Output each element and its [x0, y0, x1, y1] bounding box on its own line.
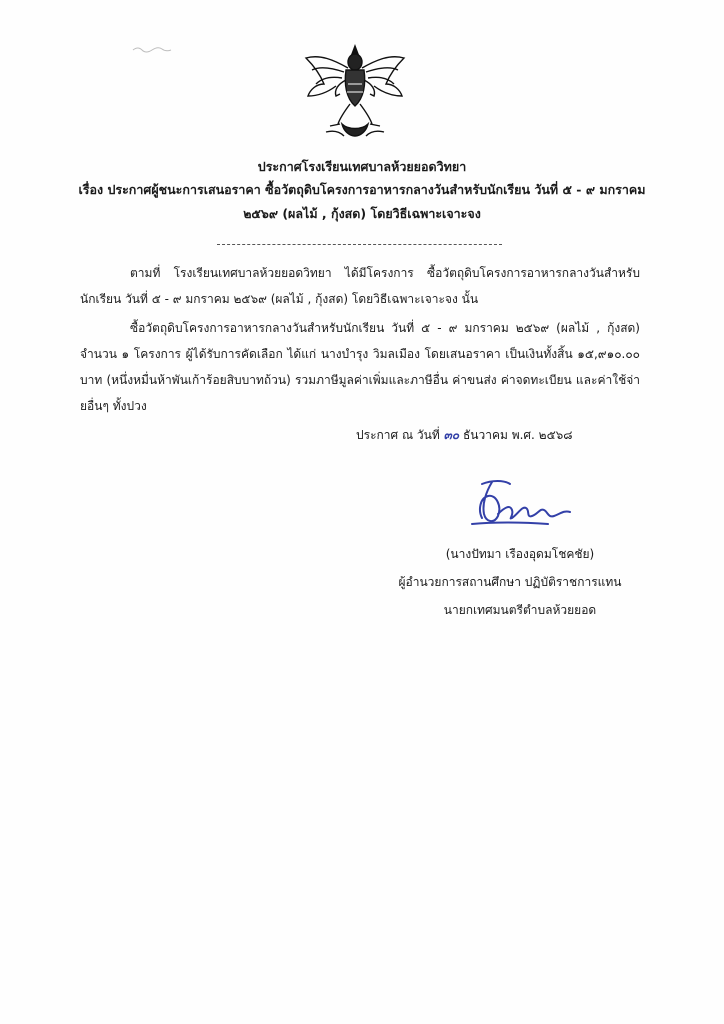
signer-name: (นางปัทมา เรืองอุดมโชคชัย)	[445, 547, 595, 561]
header-divider	[217, 244, 502, 245]
date-day-handwritten: ๓๐	[443, 428, 460, 442]
paragraph-award	[80, 315, 640, 419]
announcement-date	[356, 424, 573, 446]
subject-line-2: ๒๕๖๙ (ผลไม้ , กุ้งสด) โดยวิธีเฉพาะเจาะจง	[243, 206, 481, 221]
announcement-header	[60, 156, 664, 226]
handwritten-signature-icon	[452, 474, 582, 538]
garuda-emblem-icon	[300, 40, 410, 140]
subject-line-1: เรื่อง ประกาศผู้ชนะการเสนอราคา ซื้อวัตถุดิบโครงการอาหารกลางวันสำหรับนักเรียน วันที่ ๕ - ๙ มกราคม	[78, 182, 646, 197]
signer-position: ผู้อำนวยการสถานศึกษา ปฏิบัติราชการแทน	[398, 575, 622, 589]
paragraph-intro-text: ตามที่ โรงเรียนเทศบาลห้วยยอดวิทยา ได้มีโครงการ ซื้อวัตถุดิบโครงการอาหารกลางวันสำหรับนักเรียน วันที่ ๕ - ๙ มกราคม ๒๕๖๙ (ผลไม้ , กุ้งสด) โดยวิธีเฉพาะเจาะจง นั้น	[80, 266, 640, 306]
signature-block	[360, 540, 660, 624]
scan-stamp-scribble	[132, 44, 172, 54]
date-prefix: ประกาศ ณ วันที่	[356, 428, 440, 442]
signer-acting-for: นายกเทศมนตรีตำบลห้วยยอด	[443, 603, 597, 617]
date-suffix: ธันวาคม พ.ศ. ๒๕๖๘	[462, 428, 573, 442]
announcement-title: ประกาศโรงเรียนเทศบาลห้วยยอดวิทยา	[257, 159, 467, 174]
paragraph-intro	[80, 260, 640, 312]
paragraph-award-text: ซื้อวัตถุดิบโครงการอาหารกลางวันสำหรับนักเรียน วันที่ ๕ - ๙ มกราคม ๒๕๖๙ (ผลไม้ , กุ้งสด) จำนวน ๑ โครงการ ผู้ได้รับการคัดเลือก ได้แก่ นางบำรุง วิมลเมือง โดยเสนอราคา เป็นเงินทั้งสิ้น ๑๕,๙๑๐.๐๐ บาท (หนึ่งหมื่นห้าพันเก้าร้อยสิบบาทถ้วน) รวมภาษีมูลค่าเพิ่มและภาษีอื่น ค่าขนส่ง ค่าจดทะเบียน และค่าใช้จ่ายอื่นๆ ทั้งปวง	[80, 321, 640, 413]
